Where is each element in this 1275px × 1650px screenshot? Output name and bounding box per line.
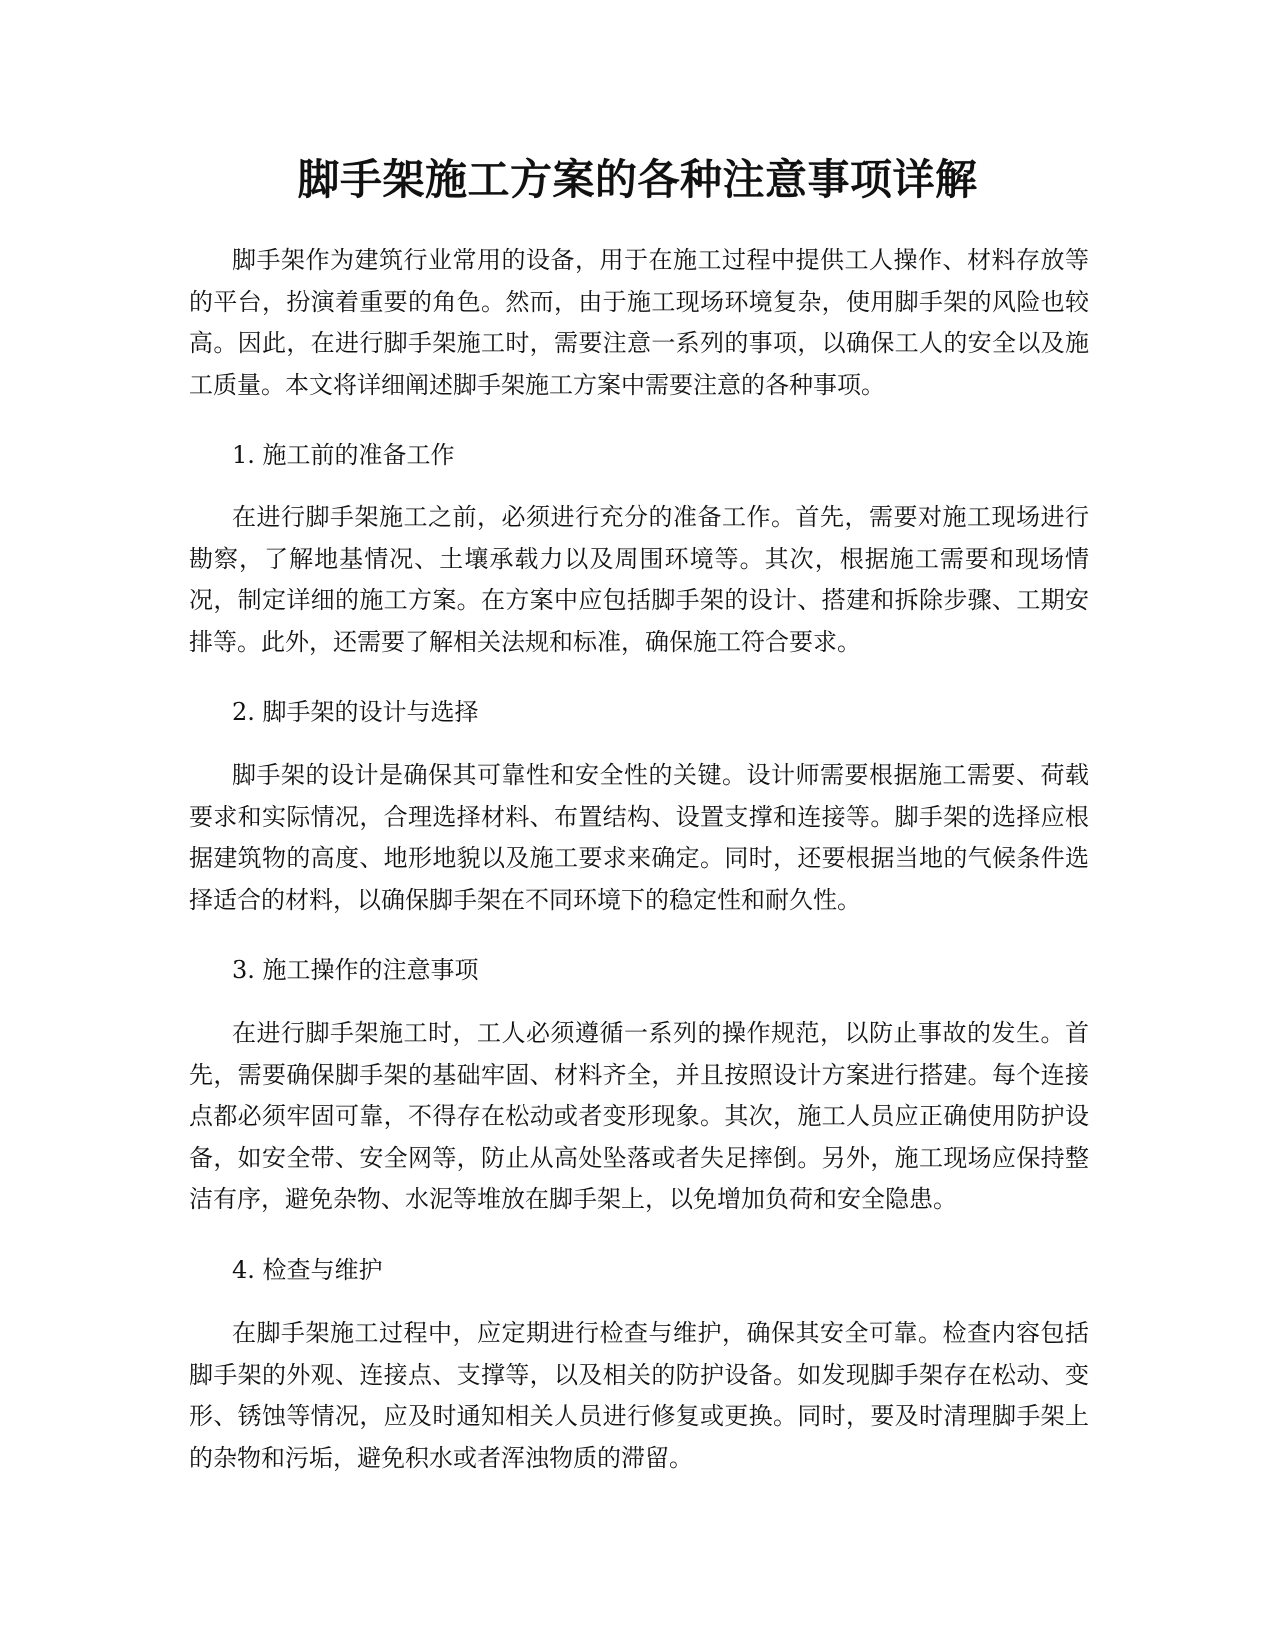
section-body-design: 脚手架的设计是确保其可靠性和安全性的关键。设计师需要根据施工需要、荷载要求和实际情况，合理选择材料、布置结构、设置支撑和连接等。脚手架的选择应根据建筑物的高度、地形地貌以及施工要求来确定。同时，还要根据当地的气候条件选择适合的材料，以确保脚手架在不同环境下的稳定性和耐久性。 [189, 761, 1089, 914]
section-heading-inspection: 4. 检查与维护 [232, 1256, 383, 1284]
section-body-preparation: 在进行脚手架施工之前，必须进行充分的准备工作。首先，需要对施工现场进行勘察，了解地基情况、土壤承载力以及周围环境等。其次，根据施工需要和现场情况，制定详细的施工方案。在方案中应包括脚手架的设计、搭建和拆除步骤、工期安排等。此外，还需要了解相关法规和标准，确保施工符合要求。 [189, 503, 1089, 656]
section-heading-design: 2. 脚手架的设计与选择 [232, 698, 479, 726]
section-heading-preparation: 1. 施工前的准备工作 [232, 441, 455, 469]
section-heading-operation: 3. 施工操作的注意事项 [232, 956, 479, 984]
section-body-operation: 在进行脚手架施工时，工人必须遵循一系列的操作规范，以防止事故的发生。首先，需要确保脚手架的基础牢固、材料齐全，并且按照设计方案进行搭建。每个连接点都必须牢固可靠，不得存在松动或者变形现象。其次，施工人员应正确使用防护设备，如安全带、安全网等，防止从高处坠落或者失足摔倒。另外，施工现场应保持整洁有序，避免杂物、水泥等堆放在脚手架上，以免增加负荷和安全隐患。 [189, 1019, 1089, 1213]
section-body-inspection: 在脚手架施工过程中，应定期进行检查与维护，确保其安全可靠。检查内容包括脚手架的外观、连接点、支撑等，以及相关的防护设备。如发现脚手架存在松动、变形、锈蚀等情况，应及时通知相关人员进行修复或更换。同时，要及时清理脚手架上的杂物和污垢，避免积水或者浑浊物质的滞留。 [189, 1319, 1089, 1472]
intro-paragraph: 脚手架作为建筑行业常用的设备，用于在施工过程中提供工人操作、材料存放等的平台，扮演着重要的角色。然而，由于施工现场环境复杂，使用脚手架的风险也较高。因此，在进行脚手架施工时，需要注意一系列的事项，以确保工人的安全以及施工质量。本文将详细阐述脚手架施工方案中需要注意的各种事项。 [189, 246, 1089, 399]
document-title: 脚手架施工方案的各种注意事项详解 [297, 155, 978, 204]
